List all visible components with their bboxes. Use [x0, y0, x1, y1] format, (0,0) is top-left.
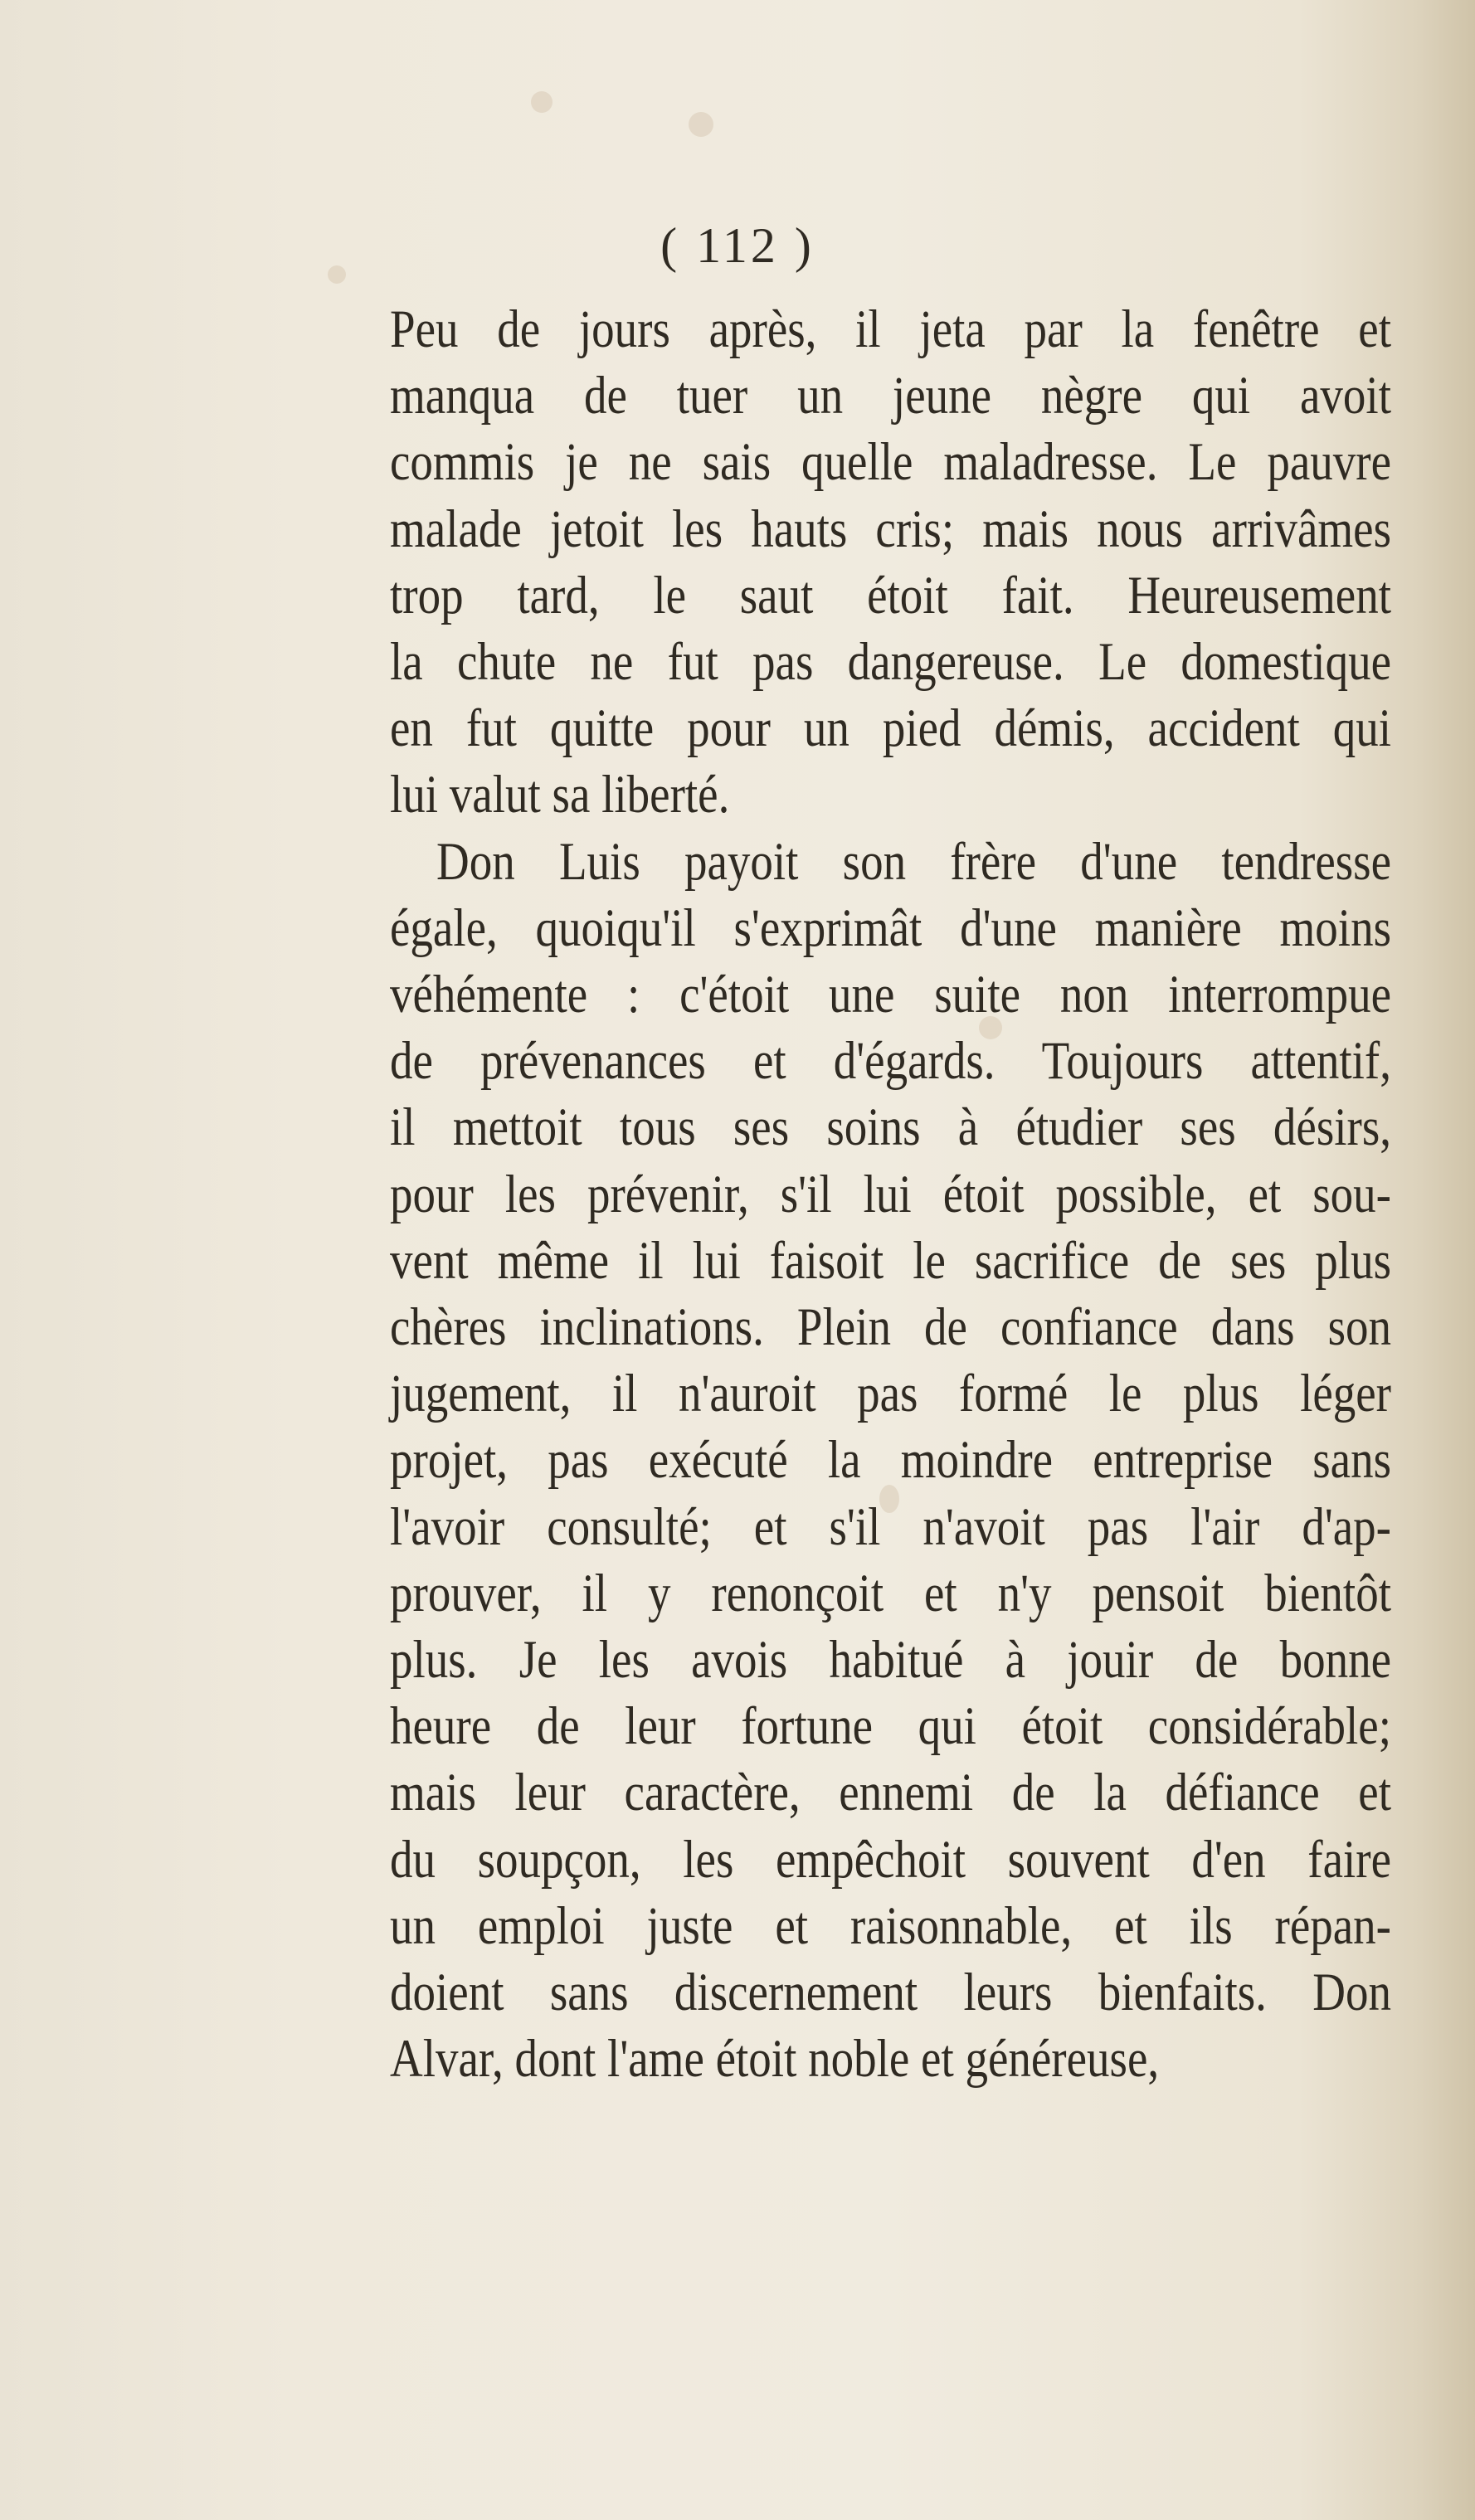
- text-line: [390, 2025, 1391, 2094]
- text-line: [390, 1160, 1391, 1228]
- text-line: [390, 694, 1391, 763]
- text-line-content: lui valut sa liberté.: [390, 764, 730, 825]
- text-line-content: vent même il lui faisoit le sacrifice de ses plus: [390, 1230, 1391, 1291]
- text-line: [390, 1360, 1391, 1428]
- text-line: [390, 1759, 1391, 1827]
- text-line: [390, 628, 1391, 697]
- text-line: [390, 1426, 1391, 1495]
- text-line: [390, 1559, 1391, 1627]
- text-line-content: doient sans discernement leurs bienfaits. Don: [390, 1962, 1391, 2022]
- text-line: [390, 1825, 1391, 1894]
- text-line-content: en fut quitte pour un pied démis, accident qui: [390, 698, 1391, 758]
- text-line: [390, 1692, 1391, 1761]
- text-line: [390, 1492, 1391, 1561]
- text-line-content: chères inclinations. Plein de confiance dans son: [390, 1296, 1391, 1357]
- text-line: [390, 1891, 1391, 1960]
- text-line-content: véhémente : c'étoit une suite non interrompue: [390, 964, 1391, 1024]
- text-line: [390, 1958, 1391, 2027]
- text-line-content: la chute ne fut pas dangereuse. Le domestique: [390, 631, 1391, 692]
- text-line-content: manqua de tuer un jeune nègre qui avoit: [390, 365, 1391, 426]
- text-line-content: l'avoir consulté; et s'il n'avoit pas l'air d'ap-: [390, 1496, 1391, 1556]
- text-line-content: du soupçon, les empêchoit souvent d'en faire: [390, 1829, 1391, 1889]
- text-line: [436, 827, 1391, 896]
- text-line: [390, 561, 1391, 630]
- text-line-content: Alvar, dont l'ame étoit noble et généreuse,: [390, 2028, 1160, 2089]
- text-line-content: jugement, il n'auroit pas formé le plus léger: [390, 1363, 1391, 1423]
- text-line-content: malade jetoit les hauts cris; mais nous arrivâmes: [390, 499, 1391, 558]
- text-line-content: Peu de jours après, il jeta par la fenêtre et: [390, 299, 1391, 359]
- text-line: [390, 428, 1391, 497]
- text-line: [390, 1626, 1391, 1695]
- text-line-content: de prévenances et d'égards. Toujours attentif,: [390, 1030, 1391, 1091]
- text-line: [390, 295, 1391, 364]
- text-line: [390, 494, 1391, 563]
- text-line-content: prouver, il y renonçoit et n'y pensoit bientôt: [390, 1563, 1391, 1623]
- text-line: [390, 1027, 1391, 1096]
- text-line-content: plus. Je les avois habitué à jouir de bonne: [390, 1629, 1391, 1690]
- text-line: [390, 961, 1391, 1029]
- text-line-content: heure de leur fortune qui étoit considérable;: [390, 1695, 1391, 1756]
- text-line-content: trop tard, le saut étoit fait. Heureusement: [390, 565, 1391, 625]
- paper-stain: [531, 91, 553, 113]
- text-line: [390, 1293, 1391, 1362]
- text-line-content: mais leur caractère, ennemi de la défiance et: [390, 1762, 1391, 1822]
- text-line-content: un emploi juste et raisonnable, et ils répan-: [390, 1895, 1391, 1956]
- text-line-content: il mettoit tous ses soins à étudier ses désirs,: [390, 1097, 1391, 1157]
- text-line-content: Don Luis payoit son frère d'une tendresse: [436, 831, 1391, 891]
- text-line-content: commis je ne sais quelle maladresse. Le pauvre: [390, 431, 1391, 492]
- paper-stain: [689, 112, 713, 137]
- text-line-content: pour les prévenir, s'il lui étoit possible, et sou-: [390, 1164, 1391, 1224]
- page-number: ( 112 ): [660, 218, 815, 273]
- text-line: [390, 1093, 1391, 1162]
- text-line: [390, 761, 1391, 829]
- text-line-content: projet, pas exécuté la moindre entreprise sans: [390, 1429, 1391, 1490]
- text-line: [390, 362, 1391, 431]
- text-line: [390, 893, 1391, 962]
- text-line: [390, 1226, 1391, 1295]
- text-line-content: égale, quoiqu'il s'exprimât d'une manière moins: [390, 898, 1391, 958]
